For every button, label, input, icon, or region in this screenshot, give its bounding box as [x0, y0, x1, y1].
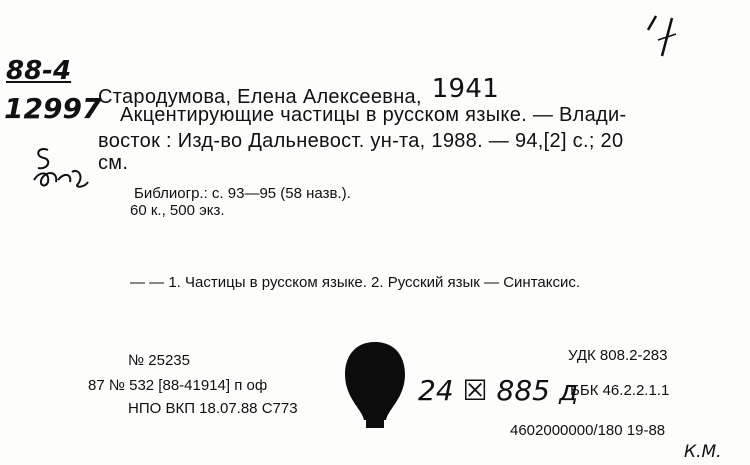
- corner-slash-mark: [640, 8, 680, 60]
- ink-blot-icon: [338, 338, 412, 430]
- entry-size-line: см.: [98, 152, 129, 174]
- handwritten-code: 24 ☒ 885 д: [418, 374, 579, 407]
- entry-title-line: Акцентирующие частицы в русском языке. — Влади-: [120, 104, 627, 126]
- udk-code: УДК 808.2-283: [568, 347, 668, 364]
- publisher-code-line: НПО ВКП 18.07.88 С773: [128, 400, 298, 417]
- isbn-line: 4602000000/180 19-88: [510, 422, 666, 439]
- birth-year-handwritten: 1941: [431, 74, 500, 104]
- bibliography-note: Библиогр.: с. 93—95 (58 назв.).: [134, 185, 351, 202]
- shelfmark-top: 88-4: [6, 56, 72, 86]
- bbk-code: ББК 46.2.2.1.1: [570, 382, 670, 399]
- order-number: № 25235: [128, 352, 190, 369]
- price-note: 60 к., 500 экз.: [130, 202, 225, 219]
- author-name: Стародумова, Елена Алексеевна,: [98, 86, 422, 108]
- entry-imprint-line: восток : Изд-во Дальневост. ун-та, 1988. — 94,[2] с.; 20: [98, 130, 624, 152]
- handwritten-initials: К.М.: [684, 442, 722, 462]
- subject-headings: — — 1. Частицы в русском языке. 2. Русский язык — Синтаксис.: [130, 274, 581, 291]
- corner-mark-text: [648, 14, 649, 15]
- handwritten-scribble-icon: [28, 142, 92, 190]
- shelfmark-bottom: 12997: [4, 92, 102, 125]
- print-order-line: 87 № 532 [88-41914] п оф: [88, 377, 268, 394]
